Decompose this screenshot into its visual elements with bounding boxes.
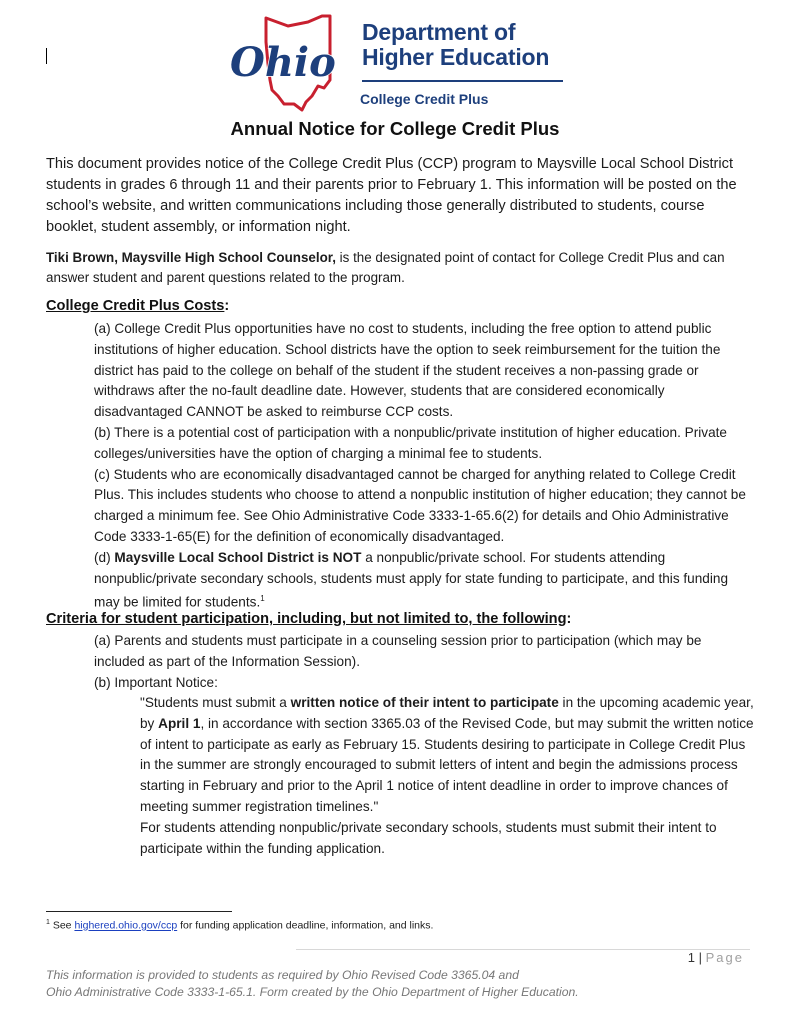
department-line2: Higher Education — [362, 44, 550, 70]
program-name: College Credit Plus — [360, 91, 489, 107]
criteria-item-b: (b) Important Notice: — [94, 674, 218, 690]
footnote: $^1$ See highered.ohio.gov/ccp for funding application deadline, information, and links. — [46, 919, 434, 932]
contact-text: is the designated point of contact for College Credit Plus and can answer student and parent questions related to the program. — [46, 250, 725, 285]
criteria-item-a: (a) Parents and students must participate in a counseling session prior to participation (which may be included as part of the Information Session). — [94, 633, 702, 669]
footer-line2: Ohio Administrative Code 3333-1-65.1. Form created by the Ohio Department of Higher Education. — [46, 985, 579, 999]
footnote-reference: 1 — [260, 594, 265, 604]
cost-item-c: (c) Students who are economically disadvantaged cannot be charged for anything related to College Credit Plus. This includes students who choose to attend a nonpublic institution of higher education; they cannot be charged a minimum fee. See Ohio Administrative Code 3333-1-65.6(2) for details and Ohio Administrative Code 3333-1-65(E) for the definition of economically disadvantaged. — [94, 466, 746, 544]
document-footer — [46, 967, 579, 1001]
odhe-logo — [226, 12, 576, 112]
footer-line1: This information is provided to students as required by Ohio Revised Code 3365.04 and — [46, 968, 519, 982]
text-cursor — [46, 48, 47, 64]
ohio-wordmark: Ohio — [230, 39, 336, 86]
cost-item-a: (a) College Credit Plus opportunities have no cost to students, including the free option to attend public institutions of higher education. School districts have the option to seek reimbursement for the tuition the district has paid to the college on behalf of the student if the student receives a non-passing grade or withdraws after the no-fault deadline date. However, students that are considered economically disadvantaged CANNOT be asked to reimburse CCP costs. — [94, 321, 721, 420]
contact-paragraph — [46, 248, 752, 288]
footnote-separator — [46, 911, 232, 912]
cost-item-b: (b) There is a potential cost of participation with a nonpublic/private institution of higher education. Private colleges/universities have the option of charging a minimal fee to students. — [94, 424, 727, 461]
intro-paragraph: This document provides notice of the College Credit Plus (CCP) program to Maysville Local School District students in grades 6 through 11 and their parents prior to February 1. This information will be posted on the school’s website, and written communications including those generally distributed to students, course booklet, student assembly, or information night. — [46, 156, 737, 235]
contact-name: Tiki Brown, Maysville High School Counselor, — [46, 250, 336, 265]
cost-item-d: (d) Maysville Local School District is NOT a nonpublic/private school. For students attending nonpublic/private secondary schools, students must apply for state funding to participate, and this funding may be limited for students.$^1$ — [94, 549, 729, 610]
page-footer-rule — [296, 949, 750, 950]
criteria-heading: Criteria for student participation, including, but not limited to, the following: — [46, 611, 572, 627]
costs-heading: College Credit Plus Costs: — [46, 298, 230, 314]
document-title: Annual Notice for College Credit Plus — [230, 118, 560, 139]
department-line1: Department of — [362, 19, 516, 45]
notice-quote: "Students must submit a written notice of their intent to participate in the upcoming academic year, by April 1, in accordance with section 3365.03 of the Revised Code, but may submit the written notice of intent to participate as early as February 15. Students desiring to participate in College Credit Plus in the summer are strongly encouraged to submit letters of intent and begin the admissions process starting in February and prior to the April 1 notice of intent deadline in order to improve chances of meeting summer registration timelines." — [140, 695, 754, 814]
page-number: 1 | Page — [687, 950, 744, 965]
nonpublic-note: For students attending nonpublic/private secondary schools, students must submit their intent to participate within the funding application. — [140, 819, 717, 856]
ohio-state-outline-icon — [226, 12, 356, 112]
costs-section — [94, 319, 754, 614]
logo-divider — [362, 80, 563, 82]
ccp-link[interactable]: highered.ohio.gov/ccp — [74, 919, 178, 932]
criteria-section — [94, 631, 754, 693]
important-notice — [140, 693, 754, 859]
